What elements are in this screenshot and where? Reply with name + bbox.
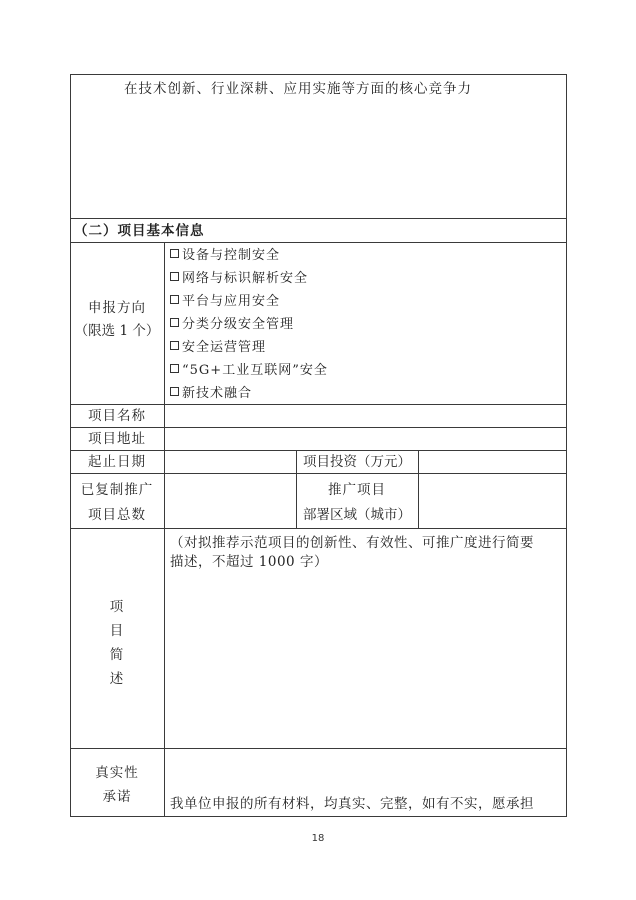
description-hint-line2: 描述，不超过 1000 字） — [170, 554, 328, 570]
option-classification-management[interactable]: 分类分级安全管理 — [170, 316, 294, 334]
description-hint-line1: （对拟推荐示范项目的创新性、有效性、可推广度进行简要 — [170, 535, 534, 551]
description-label-char: 述 — [109, 671, 125, 687]
label-column-divider — [164, 242, 165, 817]
option-5g-industrial-internet[interactable]: “5G+工业互联网”安全 — [170, 362, 328, 380]
dates-label: 起止日期 — [88, 454, 146, 470]
checkbox-icon[interactable] — [170, 249, 179, 258]
table-border-right — [566, 74, 567, 817]
commitment-label-line2: 承诺 — [102, 789, 132, 805]
deploy-label-line1: 推广项目 — [328, 482, 386, 498]
option-security-operations[interactable]: 安全运营管理 — [170, 339, 266, 357]
checkbox-icon[interactable] — [170, 318, 179, 327]
direction-label: 申报方向 — [88, 300, 146, 316]
option-platform-application-security[interactable]: 平台与应用安全 — [170, 293, 280, 311]
core-competitiveness-text: 在技术创新、行业深耕、应用实施等方面的核心竞争力 — [124, 81, 472, 97]
row-divider-replicated — [70, 473, 567, 474]
row-divider-commitment — [70, 748, 567, 749]
direction-limit-label: （限选 1 个） — [74, 323, 160, 339]
option-network-identifier-security[interactable]: 网络与标识解析安全 — [170, 270, 308, 288]
project-name-label: 项目名称 — [88, 408, 146, 424]
commitment-label-line1: 真实性 — [95, 765, 139, 781]
row-divider-description — [70, 528, 567, 529]
description-label-char: 目 — [109, 623, 125, 639]
row-divider-address — [70, 427, 567, 428]
page-number: 18 — [311, 833, 325, 844]
table-border-bottom — [70, 816, 567, 817]
replicated-label-line2: 项目总数 — [88, 507, 146, 523]
investment-label: 项目投资（万元） — [303, 454, 411, 470]
option-device-control-security[interactable]: 设备与控制安全 — [170, 247, 280, 265]
section-heading: （二）项目基本信息 — [74, 223, 205, 239]
checkbox-icon[interactable] — [170, 272, 179, 281]
replicated-label-line1: 已复制推广 — [80, 482, 154, 498]
checkbox-icon[interactable] — [170, 364, 179, 373]
commitment-text: 我单位申报的所有材料，均真实、完整，如有不实，愿承担 — [170, 796, 534, 812]
checkbox-icon[interactable] — [170, 295, 179, 304]
description-label-char: 简 — [109, 647, 125, 663]
row-divider-section2 — [70, 218, 567, 219]
option-new-tech-fusion[interactable]: 新技术融合 — [170, 385, 252, 403]
description-label-char: 项 — [109, 599, 125, 615]
row-divider-name — [70, 404, 567, 405]
checkbox-icon[interactable] — [170, 341, 179, 350]
checkbox-icon[interactable] — [170, 387, 179, 396]
row-divider-dates — [70, 450, 567, 451]
row-divider-direction — [70, 242, 567, 243]
middle-column-divider-right — [418, 450, 419, 528]
table-border-top — [70, 74, 567, 75]
project-address-label: 项目地址 — [88, 431, 146, 447]
deploy-label-line2: 部署区域（城市） — [303, 507, 411, 523]
